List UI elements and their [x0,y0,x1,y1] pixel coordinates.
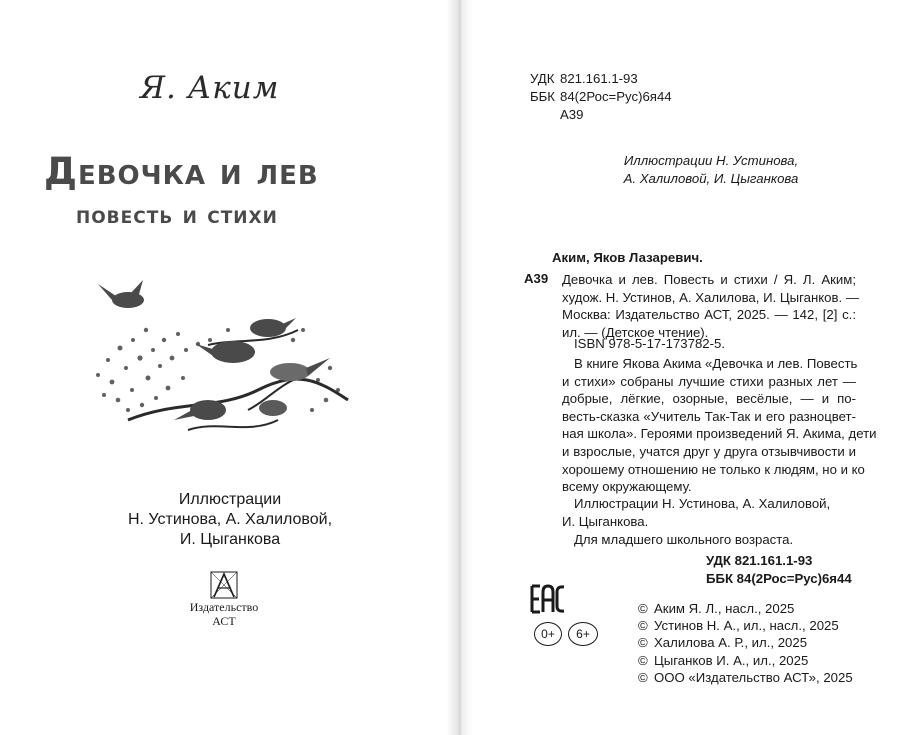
publisher-name-line: АСТ [212,614,236,628]
isbn: ISBN 978-5-17-173782-5. [574,336,726,351]
code-label: УДК [530,71,555,86]
annotation-line: всему окружающему. [562,479,692,495]
eac-mark [530,584,566,619]
copyright-symbol: © [638,618,648,634]
copyright-line [638,634,853,651]
bib-line: Москва: Издательство АСТ, 2025. — 142, [2] с.: [562,307,856,323]
bibliographic-description [562,271,860,341]
code-label: ББК [530,89,555,104]
illustrators-note-line: Иллюстрации Н. Устинова, А. Халиловой, [574,496,831,511]
bbk-bold: ББК 84(2Рос=Рус)6я44 [706,571,852,586]
copyright-text: Цыганков И. А., ил., 2025 [654,652,809,668]
illustrators-credit-line: Иллюстрации Н. Устинова, [623,153,799,168]
annotation-line: и взрослые, учатся друг у друга отзывчивости и [562,443,856,459]
book-title: Девочка и лев [44,150,319,193]
copyright-symbol: © [638,635,648,651]
illustrators-note [574,496,830,511]
illustrators-credit-line: А. Халиловой, И. Цыганкова [623,171,799,186]
book-subtitle: повесть и стихи [76,201,278,229]
book-spine-shadow [446,0,472,735]
bib-line: худож. Н. Устинов, А. Халилова, И. Цыганков. — [562,289,860,305]
illustration-credit-line: И. Цыганкова [179,531,281,548]
age-rating-badge: 0+ [534,622,562,646]
annotation-line: В книге Якова Акима «Девочка и лев. Повесть [574,356,858,371]
copyright-line [638,600,853,617]
publisher-a-icon [209,570,239,600]
right-page [456,0,911,735]
annotation-line: весть-сказка «Учитель Так-Так и его разноцвет- [562,408,856,424]
bib-line: ил. — (Детское чтение). [562,324,709,340]
copyright-line [638,669,853,686]
copyright-symbol: © [638,601,648,616]
copyright-line [638,652,853,669]
copyright-text: ООО «Издательство АСТ», 2025 [654,669,853,685]
annotation-line: добрые, лёгкие, озорные, весёлые, — и по- [562,391,856,407]
code-value: 84(2Рос=Рус)6я44 [560,89,672,104]
publisher-name-line: Издательство [189,600,259,614]
age-rating-badge: 6+ [568,622,598,646]
copyright-list [638,600,853,686]
copyright-symbol: © [638,652,648,668]
copyright-line [638,617,853,634]
copyright-text: Халилова А. Р., ил., 2025 [654,635,808,651]
annotation [562,355,877,496]
classification-codes [530,70,672,124]
illustration-credit-line: Н. Устинова, А. Халиловой, [127,511,333,528]
illustrators-credit [586,152,836,188]
code-value: А39 [560,107,584,122]
illustration-credit-line: Иллюстрации [178,491,282,508]
illustration-credit [100,490,360,550]
age-note: Для младшего школьного возраста. [574,532,794,547]
author-mark: А39 [524,271,549,286]
annotation-line: ная школа». Героями произведений Я. Акима, дети [562,426,877,442]
book-author: Я. Аким [140,70,280,106]
illustrators-note-line: И. Цыганкова. [562,514,649,529]
copyright-text: Аким Я. Л., насл., 2025 [654,601,795,616]
copyright-symbol: © [638,669,648,685]
birds-illustration [68,270,368,460]
catalog-author-heading: Аким, Яков Лазаревич. [552,250,703,265]
eac-icon [530,584,566,614]
annotation-line: и стихи» собраны лучшие стихи разных лет — [562,373,856,389]
publisher-logo [184,570,264,632]
annotation-line: хорошему отношению не только к людям, но и ко [562,461,865,477]
copyright-text: Устинов Н. А., ил., насл., 2025 [654,618,839,634]
udk-bold: УДК 821.161.1-93 [706,553,813,568]
code-value: 821.161.1-93 [560,71,638,86]
bib-line: Девочка и лев. Повесть и стихи / Я. Л. Аким; [562,272,856,287]
